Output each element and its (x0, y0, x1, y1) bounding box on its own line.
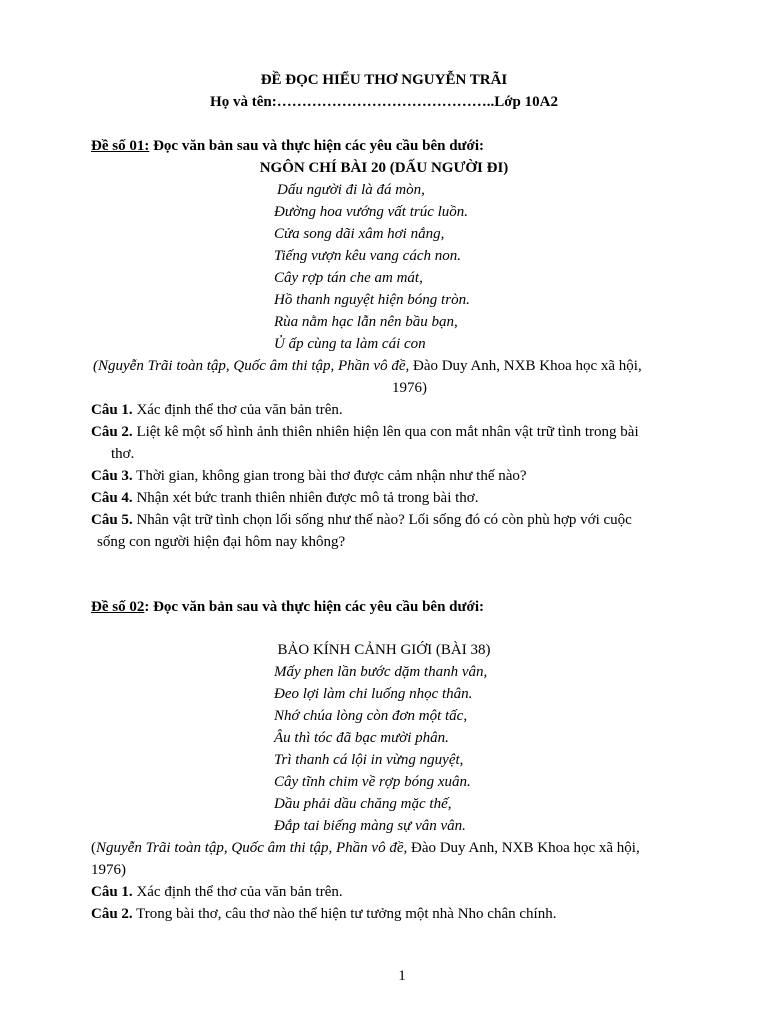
de1-poem-line: Cửa song dãi xâm hơi nắng, (274, 226, 445, 242)
de2-poem-title: BẢO KÍNH CẢNH GIỚI (BÀI 38) (277, 642, 491, 658)
de1-instruction: Đọc văn bản sau và thực hiện các yêu cầu bên dưới: (149, 138, 485, 154)
student-info-line: Họ và tên:……………………………………..Lớp 10A2 (210, 94, 558, 110)
de1-poem-line: Ủ ấp cùng ta làm cái con (274, 336, 426, 352)
de1-heading (91, 136, 484, 156)
de1-question-2 (91, 422, 639, 442)
de1-poem-line: Rùa nằm hạc lẫn nên bầu bạn, (274, 314, 458, 330)
question-label: Câu 2. (91, 424, 133, 440)
de1-poem-title: NGÔN CHÍ BÀI 20 (DẤU NGƯỜI ĐI) (259, 160, 509, 176)
de1-question-5 (91, 510, 632, 530)
de1-source-rest: Đào Duy Anh, NXB Khoa học xã hội, (409, 358, 642, 374)
question-label: Câu 1. (91, 402, 133, 418)
de2-question-1 (91, 882, 343, 902)
page-number: 1 (398, 968, 406, 984)
question-label: Câu 5. (91, 512, 133, 528)
de1-source (93, 356, 642, 376)
de1-question-4 (91, 488, 478, 508)
de1-poem-line: Đường hoa vướng vất trúc luồn. (274, 204, 469, 220)
question-label: Câu 1. (91, 884, 133, 900)
de1-question-5-continuation: sống con người hiện đại hôm nay không? (97, 534, 346, 550)
de2-source-open: ( (91, 840, 96, 856)
de2-poem-line: Cây tĩnh chim về rợp bóng xuân. (274, 774, 471, 790)
question-label: Câu 4. (91, 490, 133, 506)
de2-poem-line: Đeo lợi làm chi luống nhọc thân. (274, 686, 473, 702)
de2-poem-line: Âu thì tóc đã bạc mười phân. (274, 730, 449, 746)
de2-question-2 (91, 904, 556, 924)
de2-instruction: : Đọc văn bản sau và thực hiện các yêu cầu bên dưới: (144, 599, 484, 615)
de1-poem-line: Dấu người đi là đá mòn, (277, 182, 425, 198)
question-text: Xác định thể thơ của văn bản trên. (132, 402, 343, 418)
de2-source-italic: Nguyễn Trãi toàn tập, Quốc âm thi tập, Phần vô đề (96, 840, 404, 856)
de2-source-rest: , Đào Duy Anh, NXB Khoa học xã hội, (403, 840, 640, 856)
de1-poem-line: Hồ thanh nguyệt hiện bóng tròn. (274, 292, 470, 308)
de1-question-2-continuation: thơ. (111, 446, 135, 462)
de2-poem-line: Đắp tai biếng màng sự vân vân. (274, 818, 466, 834)
de1-question-1 (91, 400, 343, 420)
question-text: Nhân vật trữ tình chọn lối sống như thế nào? Lối sống đó có còn phù hợp với cuộc (132, 512, 632, 528)
de2-source-year: 1976) (91, 862, 126, 878)
de2-poem-line: Nhớ chúa lòng còn đơn một tấc, (274, 708, 468, 724)
page-title: ĐỀ ĐỌC HIỂU THƠ NGUYỄN TRÃI (260, 72, 508, 88)
de1-label: Đề số 01: (91, 138, 150, 154)
de2-poem-line: Mấy phen lần bước dặm thanh vân, (274, 664, 488, 680)
de2-poem-line: Trì thanh cá lội in vừng nguyệt, (274, 752, 464, 768)
de1-question-3 (91, 466, 527, 486)
question-label: Câu 3. (91, 468, 133, 484)
de2-label: Đề số 02 (91, 599, 145, 615)
question-label: Câu 2. (91, 906, 133, 922)
de2-poem-line: Dầu phải dầu chăng mặc thế, (274, 796, 452, 812)
de1-source-italic: (Nguyễn Trãi toàn tập, Quốc âm thi tập, Phần vô đề, (93, 358, 410, 374)
question-text: Liệt kê một số hình ảnh thiên nhiên hiện lên qua con mắt nhân vật trữ tình trong bài (132, 424, 639, 440)
de2-heading (91, 597, 484, 617)
de1-source-year: 1976) (392, 380, 427, 396)
de1-poem-line: Tiếng vượn kêu vang cách non. (274, 248, 461, 264)
question-text: Nhận xét bức tranh thiên nhiên được mô tả trong bài thơ. (132, 490, 479, 506)
question-text: Xác định thể thơ của văn bản trên. (132, 884, 343, 900)
de1-poem-line: Cây rợp tán che am mát, (274, 270, 423, 286)
de2-source (91, 838, 640, 858)
question-text: Trong bài thơ, câu thơ nào thể hiện tư tưởng một nhà Nho chân chính. (132, 906, 557, 922)
question-text: Thời gian, không gian trong bài thơ được cảm nhận như thế nào? (132, 468, 527, 484)
